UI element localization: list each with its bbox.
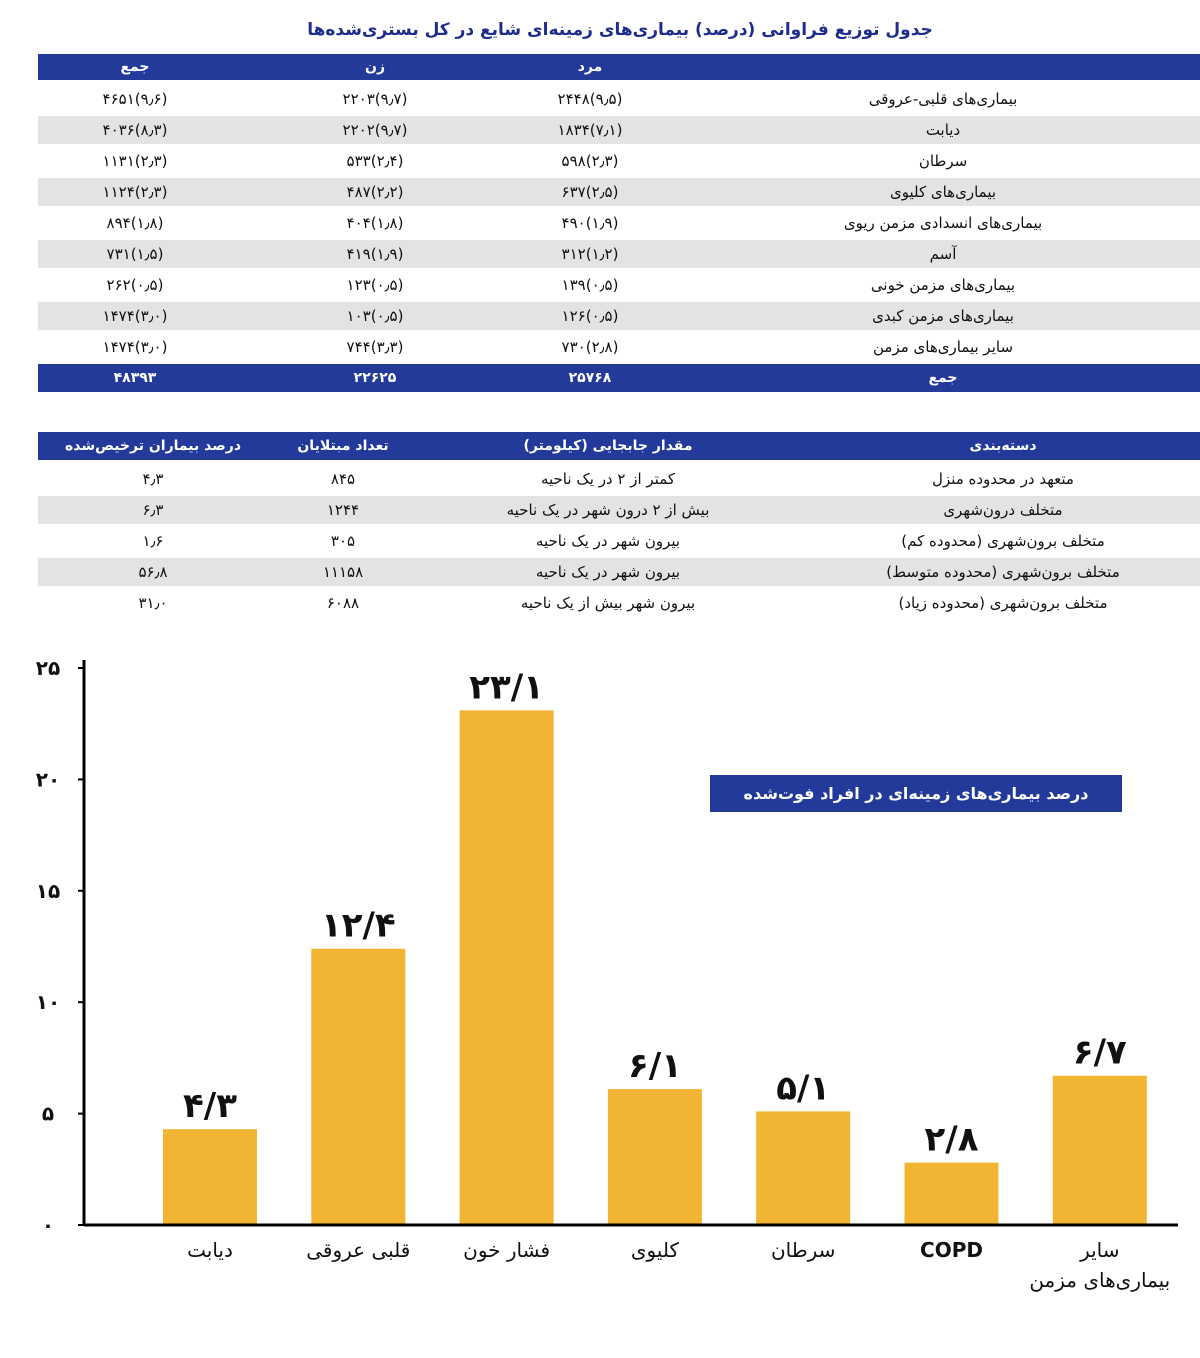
cell-female: ۱۲۳(۰٫۵) bbox=[346, 276, 404, 294]
data-label-0: ۴/۳ bbox=[183, 1086, 237, 1127]
cell-total: ۴۶۵۱(۹٫۶) bbox=[102, 90, 168, 108]
cell-total: ۲۶۲(۰٫۵) bbox=[106, 276, 164, 294]
header-female: زن bbox=[365, 59, 386, 75]
cell-distance: بیرون شهر بیش از یک ناحیه bbox=[520, 594, 696, 612]
table-row bbox=[38, 302, 1200, 330]
x-tick-label-6-1: بیماری‌های مزمن bbox=[1029, 1268, 1171, 1292]
table1-total-row bbox=[38, 364, 1200, 392]
data-label-4: ۵/۱ bbox=[776, 1068, 831, 1109]
table-row bbox=[38, 178, 1200, 206]
cell-total: ۱۴۷۴(۳٫۰) bbox=[102, 307, 168, 325]
table-row bbox=[38, 116, 1200, 144]
data-label-6: ۶/۷ bbox=[1072, 1032, 1127, 1073]
table-row bbox=[38, 465, 1200, 493]
cell-total: ۱۴۷۴(۳٫۰) bbox=[102, 338, 168, 356]
x-tick-label-5: COPD bbox=[920, 1238, 983, 1262]
bar-0 bbox=[163, 1129, 257, 1225]
cell-total: ۴۰۳۶(۸٫۳) bbox=[102, 121, 168, 139]
bar-5 bbox=[905, 1163, 999, 1225]
table-row bbox=[38, 333, 1200, 361]
cell-patients: ۳۰۵ bbox=[330, 532, 356, 550]
cell-patients: ۸۴۵ bbox=[330, 470, 356, 488]
cell-patients: ۱۱۱۵۸ bbox=[322, 563, 364, 581]
cell-category: متخلف برون‌شهری (محدوده کم) bbox=[901, 532, 1105, 550]
table-row bbox=[38, 496, 1200, 524]
cell-patients: ۶۰۸۸ bbox=[326, 594, 360, 612]
cell-discharged: ۱٫۶ bbox=[142, 532, 164, 550]
cell-female: ۲۲۰۳(۹٫۷) bbox=[342, 90, 408, 108]
y-tick-label-0: ۰ bbox=[41, 1213, 55, 1237]
cell-category: متخلف برون‌شهری (محدوده زیاد) bbox=[898, 594, 1108, 612]
cell-male: ۲۴۴۸(۹٫۵) bbox=[557, 90, 623, 108]
cell-category: آسم bbox=[929, 245, 957, 263]
cell-discharged: ۳۱٫۰ bbox=[138, 594, 168, 612]
table-row bbox=[38, 527, 1200, 555]
cell-female: ۴۸۷(۲٫۲) bbox=[346, 183, 404, 201]
cell-discharged: ۵۶٫۸ bbox=[138, 563, 168, 581]
cell-category: سرطان bbox=[918, 152, 968, 170]
table-row bbox=[38, 271, 1200, 299]
cell-category: بیماری‌های مزمن خونی bbox=[870, 276, 1016, 294]
data-label-5: ۲/۸ bbox=[924, 1119, 979, 1160]
cell-distance: کمتر از ۲ در یک ناحیه bbox=[540, 470, 676, 488]
cell-patients: ۱۲۴۴ bbox=[326, 501, 360, 519]
cell-distance: بیش از ۲ درون شهر در یک ناحیه bbox=[506, 501, 710, 519]
table-row bbox=[38, 209, 1200, 237]
x-tick-label-0: دیابت bbox=[187, 1238, 233, 1262]
cell-male: ۱۸۳۴(۷٫۱) bbox=[557, 121, 623, 139]
cell-category: بیماری‌های کلیوی bbox=[889, 183, 997, 201]
x-tick-label-4: سرطان bbox=[770, 1238, 836, 1262]
cell-male: ۵۹۸(۲٫۳) bbox=[561, 152, 619, 170]
bar-4 bbox=[756, 1111, 850, 1225]
cell-category: بیماری‌های مزمن کبدی bbox=[872, 307, 1014, 325]
total-category: جمع bbox=[928, 370, 958, 386]
x-tick-label-2: فشار خون bbox=[463, 1238, 551, 1262]
bar-2 bbox=[460, 710, 554, 1225]
y-tick-label-2: ۱۰ bbox=[35, 990, 61, 1015]
cell-distance: بیرون شهر در یک ناحیه bbox=[535, 532, 681, 550]
x-tick-label-1: قلبی عروقی bbox=[306, 1238, 411, 1262]
cell-discharged: ۴٫۳ bbox=[142, 470, 164, 488]
x-tick-label-6-0: سایر bbox=[1080, 1238, 1120, 1262]
cell-female: ۷۴۴(۳٫۳) bbox=[346, 338, 404, 356]
cell-total: ۱۱۲۴(۲٫۳) bbox=[102, 183, 168, 201]
bar-6 bbox=[1053, 1076, 1147, 1225]
cell-female: ۴۰۴(۱٫۸) bbox=[346, 214, 404, 232]
table-row bbox=[38, 147, 1200, 175]
cell-category: متعهد در محدوده منزل bbox=[932, 470, 1074, 488]
disease-frequency-table bbox=[38, 54, 1200, 394]
y-tick-label-4: ۲۰ bbox=[35, 767, 61, 792]
cell-category: بیماری‌های قلبی-عروقی bbox=[868, 90, 1018, 108]
cell-category: دیابت bbox=[925, 121, 961, 139]
total-total: ۴۸۳۹۳ bbox=[113, 370, 157, 386]
table1-header-row bbox=[38, 54, 1200, 80]
table2-header-row bbox=[38, 432, 1200, 460]
cell-category: متخلف درون‌شهری bbox=[943, 501, 1063, 519]
cell-male: ۷۳۰(۲٫۸) bbox=[561, 338, 619, 356]
header-patients: تعداد مبتلایان bbox=[297, 438, 389, 454]
cell-female: ۱۰۳(۰٫۵) bbox=[346, 307, 404, 325]
cell-male: ۱۲۶(۰٫۵) bbox=[561, 307, 619, 325]
cell-female: ۲۲۰۲(۹٫۷) bbox=[342, 121, 408, 139]
deceased-comorbidity-bar-chart bbox=[0, 640, 1200, 1358]
cell-total: ۱۱۳۱(۲٫۳) bbox=[102, 152, 168, 170]
cell-total: ۸۹۴(۱٫۸) bbox=[106, 214, 164, 232]
cell-male: ۳۱۲(۱٫۲) bbox=[561, 245, 619, 263]
table-row bbox=[38, 85, 1200, 113]
cell-discharged: ۶٫۳ bbox=[142, 501, 164, 519]
x-tick-label-3: کلیوی bbox=[630, 1238, 679, 1262]
data-label-1: ۱۲/۴ bbox=[320, 905, 396, 946]
y-tick-label-5: ۲۵ bbox=[35, 656, 61, 680]
y-tick-label-3: ۱۵ bbox=[35, 878, 61, 903]
table-row bbox=[38, 558, 1200, 586]
total-male: ۲۵۷۶۸ bbox=[568, 370, 612, 386]
header-total: جمع bbox=[120, 59, 150, 75]
cell-male: ۶۳۷(۲٫۵) bbox=[561, 183, 619, 201]
chart-title: درصد بیماری‌های زمینه‌ای در افراد فوت‌شده bbox=[743, 784, 1089, 803]
cell-category: سایر بیماری‌های مزمن bbox=[872, 338, 1014, 356]
y-tick-label-1: ۵ bbox=[41, 1101, 55, 1126]
header-discharged: درصد بیماران ترخیص‌شده bbox=[64, 438, 242, 454]
header-category bbox=[738, 54, 1148, 80]
table-row bbox=[38, 589, 1200, 617]
table-row bbox=[38, 240, 1200, 268]
cell-category: بیماری‌های انسدادی مزمن ریوی bbox=[843, 214, 1043, 232]
patient-mobility-table bbox=[38, 432, 1200, 622]
data-label-2: ۲۳/۱ bbox=[469, 667, 544, 708]
header-category: دسته‌بندی bbox=[969, 438, 1037, 454]
data-label-3: ۶/۱ bbox=[627, 1046, 682, 1087]
bar-1 bbox=[311, 949, 405, 1225]
cell-female: ۵۳۳(۲٫۴) bbox=[346, 152, 404, 170]
cell-male: ۱۳۹(۰٫۵) bbox=[561, 276, 619, 294]
cell-category: متخلف برون‌شهری (محدوده متوسط) bbox=[886, 563, 1120, 581]
cell-male: ۴۹۰(۱٫۹) bbox=[561, 214, 619, 232]
total-female: ۲۲۶۲۵ bbox=[353, 370, 397, 386]
cell-total: ۷۳۱(۱٫۵) bbox=[106, 245, 164, 263]
header-distance: مقدار جابجایی (کیلومتر) bbox=[523, 438, 693, 454]
header-male: مرد bbox=[577, 59, 603, 75]
table1-title: جدول توزیع فراوانی (درصد) بیماری‌های زمینه‌ای شایع در کل بستری‌شده‌ها bbox=[307, 20, 933, 40]
bar-3 bbox=[608, 1089, 702, 1225]
cell-female: ۴۱۹(۱٫۹) bbox=[346, 245, 404, 263]
cell-distance: بیرون شهر در یک ناحیه bbox=[535, 563, 681, 581]
